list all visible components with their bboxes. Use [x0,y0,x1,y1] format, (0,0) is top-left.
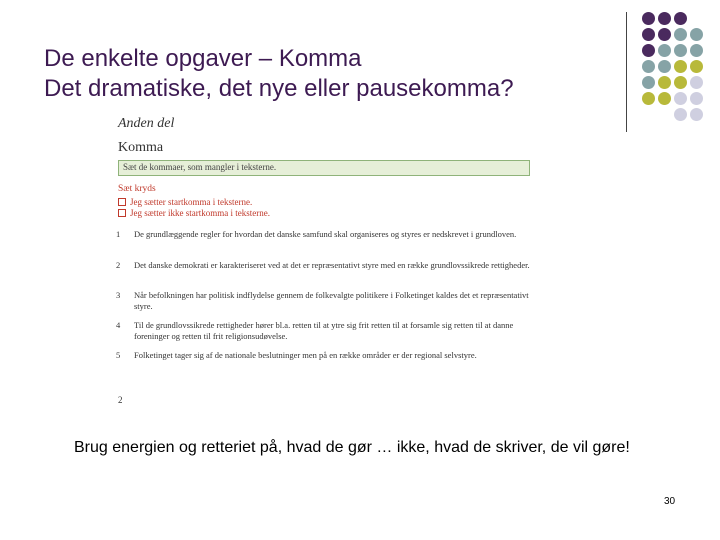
exercise-text: Folketinget tager sig af de nationale beslutninger men på en række områder er der regional selvstyre. [134,350,477,360]
exercise-text: De grundlæggende regler for hvordan det danske samfund skal organiseres og styres er nedskrevet i grundloven. [134,229,517,239]
dot [674,60,687,73]
task-instruction: Sæt de kommaer, som mangler i teksterne. [123,162,277,172]
slide-title [44,44,614,104]
checkbox-option-no-startkomma[interactable] [118,207,270,218]
dot [642,12,655,25]
dot [690,76,703,89]
checkbox[interactable] [118,198,126,206]
dot [674,44,687,57]
checkbox-option-startkomma[interactable] [118,196,252,207]
dot [658,12,671,25]
dot [658,76,671,89]
dot [674,76,687,89]
dot [674,92,687,105]
exercise-number: 3 [116,290,121,300]
scanned-worksheet [112,114,536,414]
exercise-text: Til de grundlovssikrede rettigheder hører bl.a. retten til at ytre sig frit retten til at forsamle sig retten til at danne foreninger og retten til frit religionsudøvelse. [134,320,514,341]
title-line-1: De enkelte opgaver – Komma [44,45,362,72]
slide-comment: Brug energien og retteriet på, hvad de gør … ikke, hvad de skriver, de vil gøre! [74,439,630,456]
checkbox-group-label: Sæt kryds [118,184,156,194]
dot [658,60,671,73]
dot [690,44,703,57]
decorative-dot-grid [640,10,716,122]
dot [674,12,687,25]
checkbox[interactable] [118,209,126,217]
dot [690,28,703,41]
dot [690,60,703,73]
worksheet-page-number: 2 [118,395,123,405]
title-line-2: Det dramatiske, det nye eller pausekomma? [44,75,514,102]
slide-number: 30 [664,496,676,507]
worksheet-topic-heading: Komma [118,140,164,155]
dot [642,44,655,57]
dot [674,108,687,121]
exercise-text: Det danske demokrati er karakteriseret ved at det er repræsentativt styre med en række grundlovssikrede rettigheder. [134,260,530,270]
worksheet-section-heading: Anden del [118,116,175,131]
exercise-text: Når befolkningen har politisk indflydelse gennem de folkevalgte politikere i Folketinget kaldes det et repræsentativt styre. [134,290,529,311]
dot [690,92,703,105]
exercise-number: 2 [116,260,121,270]
dot [658,28,671,41]
exercise-number: 4 [116,320,121,330]
dot [690,108,703,121]
dot [642,76,655,89]
task-instruction-box [118,160,530,176]
checkbox-label: Jeg sætter startkomma i teksterne. [130,196,253,207]
dot [674,28,687,41]
vertical-divider [626,12,627,132]
exercise-number: 5 [116,350,121,360]
dot [642,92,655,105]
dot [658,44,671,57]
dot [642,28,655,41]
exercise-number: 1 [116,229,121,239]
checkbox-label: Jeg sætter ikke startkomma i teksterne. [130,207,270,218]
dot [658,92,671,105]
dot [642,60,655,73]
